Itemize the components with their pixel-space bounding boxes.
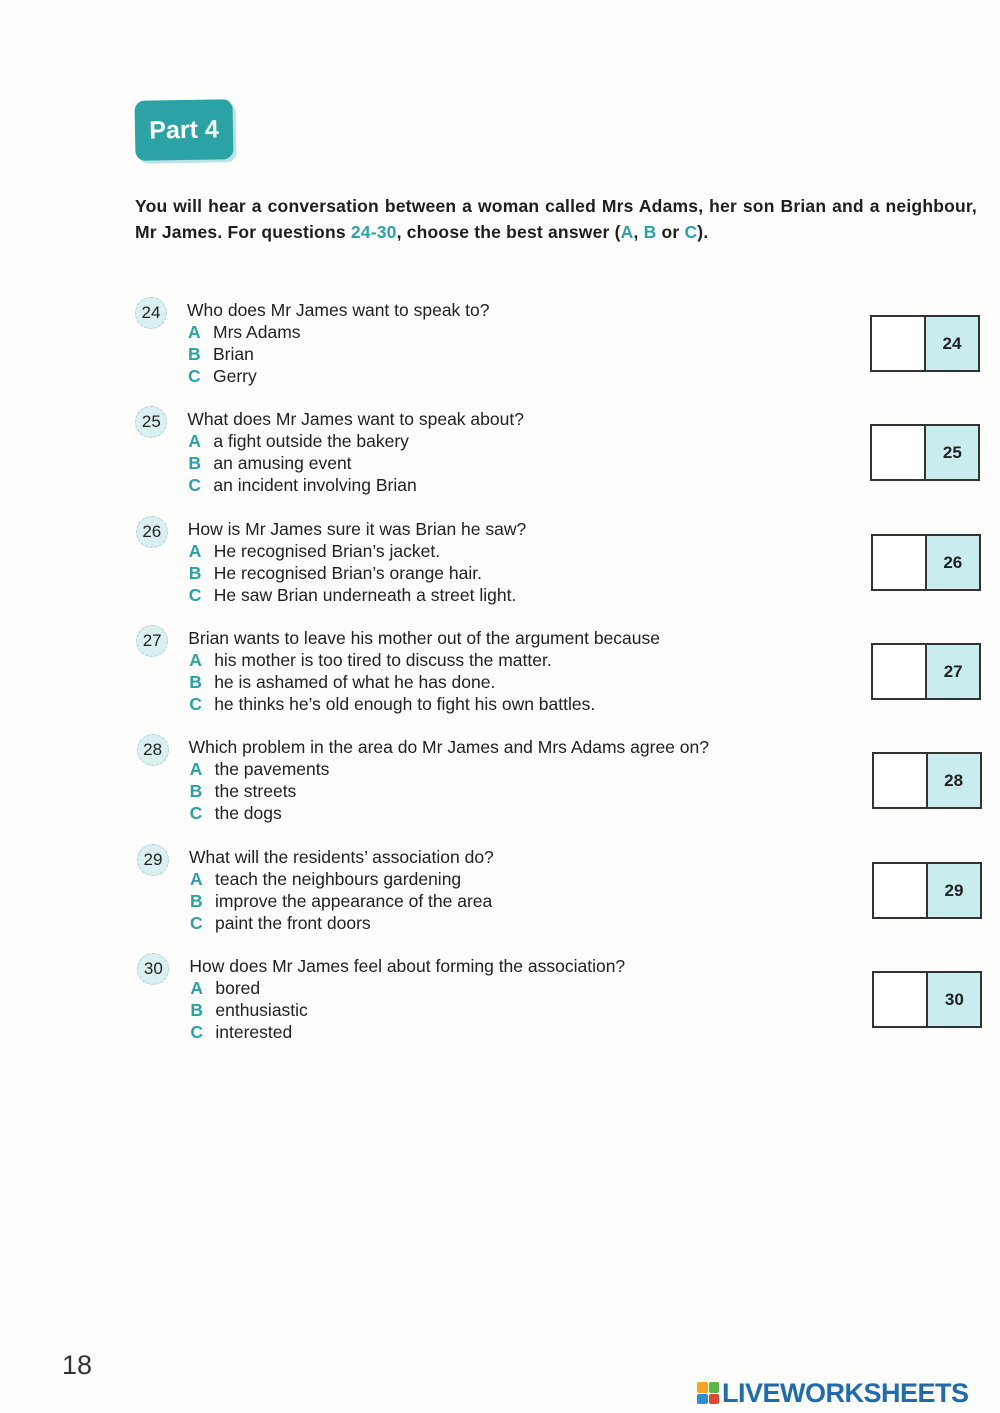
answer-option [190,1021,307,1043]
option-letter: C [188,585,202,605]
brand-text: LIVEWORKSHEETS [722,1378,969,1408]
option-list [189,649,595,715]
question-text: How is Mr James sure it was Brian he saw? [187,519,527,539]
option-text: bored [215,978,261,998]
option-list [188,430,416,496]
option-letter: B [188,344,201,364]
option-text: teach the neighbours gardening [215,869,462,889]
answer-option [189,562,517,584]
answer-option [189,649,595,671]
answer-input[interactable] [873,645,927,698]
option-letter: A [188,431,202,451]
option-text: the pavements [214,759,330,779]
question-item [137,955,982,1051]
question-text: Which problem in the area do Mr James and Mrs Adams agree on? [188,737,709,757]
option-text: enthusiastic [215,1000,308,1020]
option-text: he thinks he’s old enough to fight his own battles. [214,694,596,714]
option-text: He saw Brian underneath a street light. [213,585,517,605]
option-letter: B [189,672,202,692]
answer-box-label: 24 [926,317,978,370]
answer-input[interactable] [874,864,928,917]
option-letter: B [190,1000,204,1020]
part-badge [134,99,233,161]
answer-box [870,315,980,372]
question-item [136,518,981,614]
answer-option [190,912,492,934]
answer-box-label: 29 [928,864,980,917]
option-text: interested [215,1022,293,1042]
option-letter: C [190,1022,204,1042]
answer-box [871,534,981,591]
answer-box [872,971,982,1028]
answer-option [190,977,307,999]
option-letter: A [190,869,203,889]
option-text: he is ashamed of what he has done. [214,672,496,692]
choice-c: C [684,222,698,242]
option-text: He recognised Brian’s jacket. [213,541,441,561]
question-number: 28 [137,734,169,766]
answer-box-label: 30 [928,973,980,1026]
answer-box [872,752,982,809]
answer-box-label: 28 [928,754,980,807]
part-label: Part 4 [149,114,219,145]
answer-option [188,474,416,496]
answer-box [871,643,981,700]
instructions [135,193,977,245]
answer-option [190,802,330,824]
answer-option [190,868,492,890]
question-number: 25 [135,406,167,438]
option-letter: A [190,978,204,998]
answer-box [872,862,982,919]
answer-box-label: 25 [926,426,978,479]
answer-option [188,365,301,387]
option-text: Brian [213,344,254,364]
liveworksheets-brand [697,1378,969,1408]
instructions-text: , choose the best answer ( [396,222,621,242]
option-letter: C [189,694,202,714]
option-letter: C [188,366,201,386]
answer-option [190,890,492,912]
answer-input[interactable] [873,536,927,589]
option-list [189,540,517,606]
option-letter: C [188,475,202,495]
instructions-text: You will hear a conversation between a woman called Mrs Adams, her son Brian and a neighbour, Mr James. For questions [135,196,977,242]
question-text: Who does Mr James want to speak to? [187,300,490,320]
question-text: What does Mr James want to speak about? [187,409,524,429]
instructions-text: , [633,222,644,242]
choice-b: B [643,222,657,242]
answer-option [190,758,330,780]
choice-a: A [620,222,634,242]
option-text: an amusing event [213,453,352,473]
answer-input[interactable] [874,973,928,1026]
answer-input[interactable] [872,317,926,370]
option-letter: A [188,322,201,342]
answer-option [189,584,517,606]
option-text: paint the front doors [215,913,371,933]
answer-option [188,343,301,365]
option-list [190,977,307,1043]
answer-option [188,321,301,343]
option-text: the streets [214,781,297,801]
answer-box [870,424,980,481]
question-text: How does Mr James feel about forming the association? [189,956,626,976]
answer-option [189,540,517,562]
option-list [188,321,301,387]
answer-input[interactable] [874,754,928,807]
option-text: improve the appearance of the area [215,891,493,911]
question-range: 24-30 [350,222,397,242]
liveworksheets-logo-icon [697,1382,719,1404]
question-number: 26 [136,516,168,548]
answer-option [188,452,416,474]
option-letter: C [190,913,203,933]
answer-option [188,430,416,452]
instructions-text: ). [697,222,709,242]
option-text: He recognised Brian’s orange hair. [213,563,482,583]
question-number: 29 [137,844,169,876]
answer-box-label: 27 [927,645,979,698]
option-text: the dogs [214,803,282,823]
question-number: 27 [136,625,168,657]
question-item [135,299,980,395]
instructions-text: or [656,222,685,242]
option-text: his mother is too tired to discuss the matter. [214,650,552,670]
option-text: Mrs Adams [213,322,301,342]
question-number: 24 [135,297,167,329]
option-list [190,868,492,934]
option-letter: B [188,563,202,583]
question-item [135,408,980,504]
question-text: What will the residents’ association do? [189,847,494,867]
answer-option [190,999,307,1021]
option-letter: B [190,891,203,911]
answer-option [190,780,330,802]
answer-input[interactable] [872,426,926,479]
option-text: Gerry [213,366,257,386]
page-number: 18 [62,1350,93,1380]
option-list [190,758,330,824]
question-item [136,627,981,723]
option-letter: B [189,781,203,801]
answer-option [189,671,595,693]
option-letter: A [188,541,202,561]
question-text: Brian wants to leave his mother out of the argument because [188,628,660,648]
option-letter: A [189,650,202,670]
question-item [137,736,982,832]
answer-option [189,693,595,715]
option-letter: A [189,759,203,779]
option-letter: B [188,453,202,473]
answer-box-label: 26 [927,536,979,589]
question-number: 30 [137,953,169,985]
question-item [137,846,982,942]
option-text: an incident involving Brian [213,475,417,495]
option-text: a fight outside the bakery [213,431,409,451]
option-letter: C [189,803,203,823]
